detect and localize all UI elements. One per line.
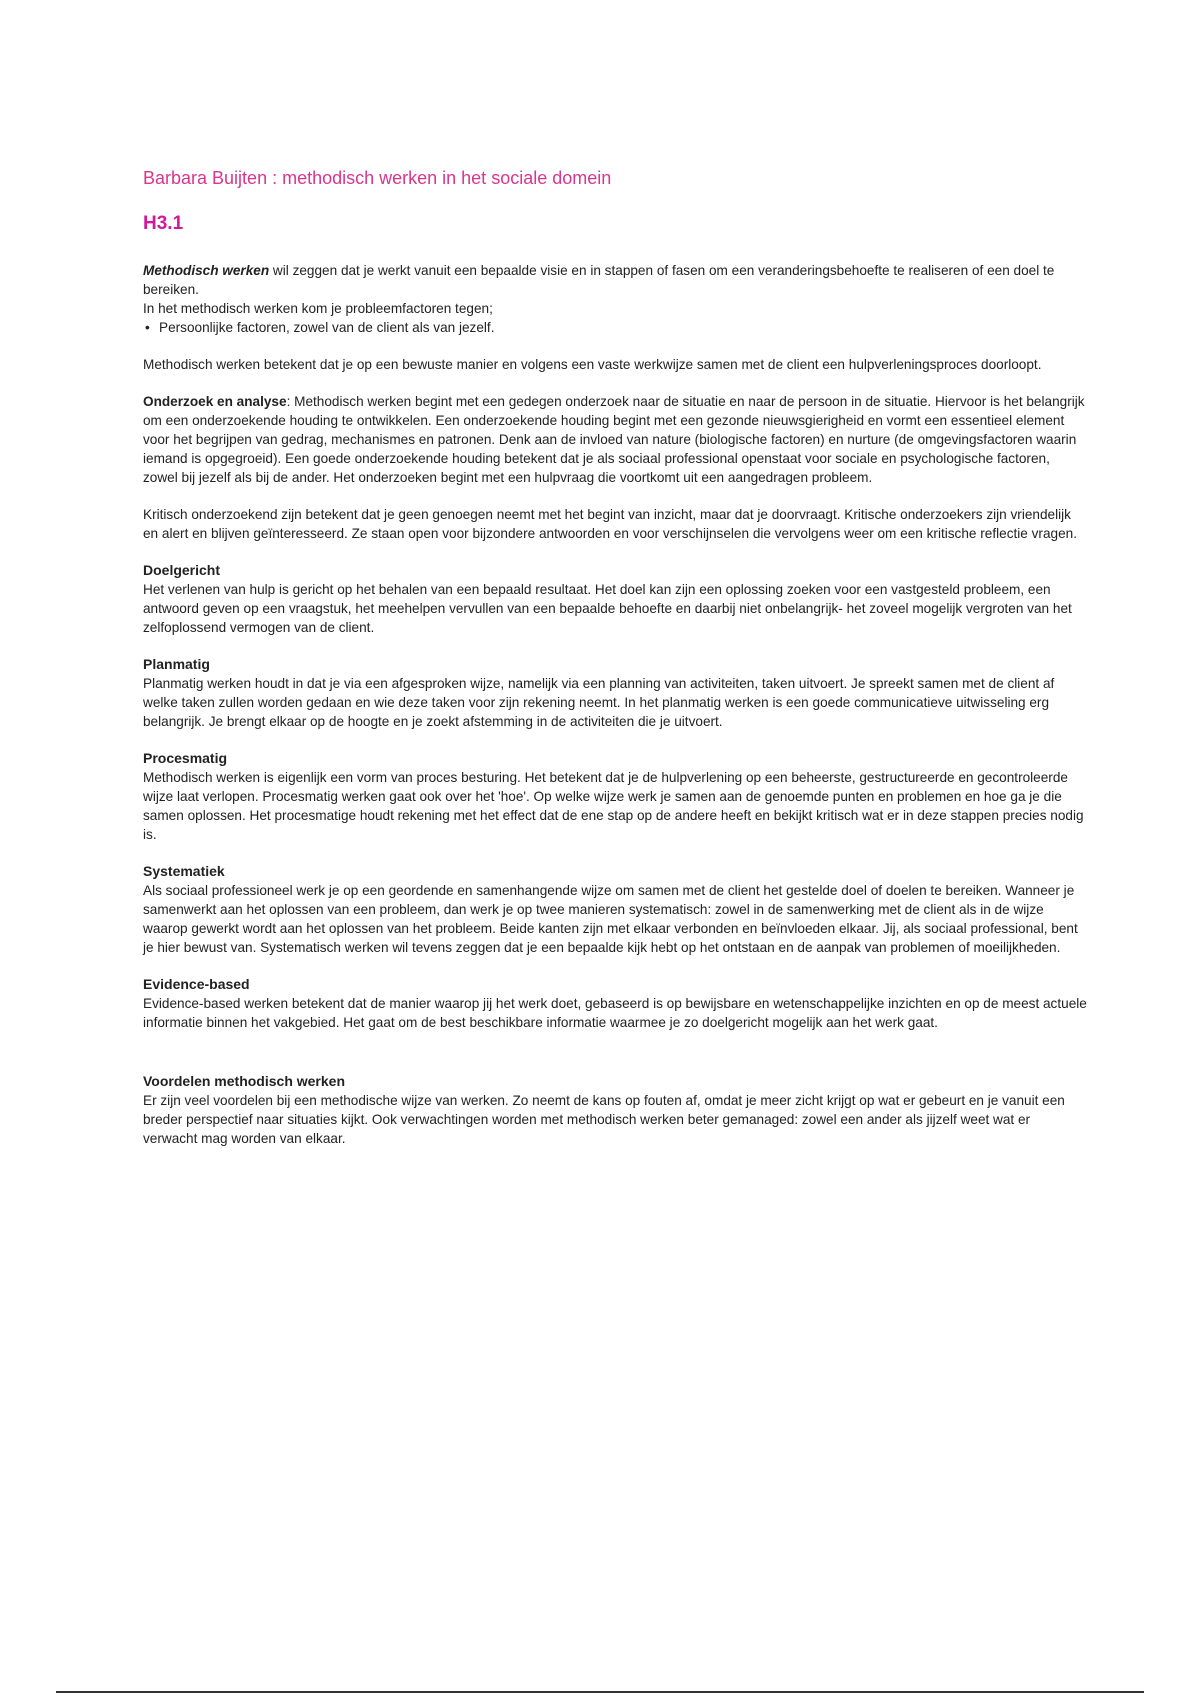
section-heading: Procesmatig [143,750,228,766]
bullet-item [143,318,1088,337]
paragraph-kritisch: Kritisch onderzoekend zijn betekent dat je geen genoegen neemt met het begint van inzicht, maar dat je doorvraagt. Kritische onderzoekers zijn vriendelijk en alert en blijven geïnteresseerd. Ze staan open voor bijzondere antwoorden en voor verschijnselen die vervolgens weer om een kritische reflectie vragen. [143,507,1077,541]
section-text: Methodisch werken is eigenlijk een vorm van proces besturing. Het betekent dat je de hulpverlening op een beheerste, gestructureerde en gecontroleerde wijze laat verlopen. Procesmatig werken gaat ook over het 'hoe'. Op welke wijze werk je samen aan de genoemde punten en problemen en hoe ga je die samen oplossen. Het procesmatige houdt rekening met het effect dat de ene stap op de andere heeft en bekijkt kritisch wat er in deze stappen precies nodig is. [143,770,1084,842]
chapter-heading: H3.1 [143,213,184,234]
document-page [143,168,1088,1166]
section-text: Planmatig werken houdt in dat je via een afgesproken wijze, namelijk via een planning van activiteiten, taken uitvoert. Je spreekt samen met de client af welke taken zullen worden gedaan en wie deze taken voor zijn rekening neemt. In het planmatig werken is een goede communicatieve uitwisseling erg belangrijk. Je brengt elkaar op de hoogte en je zoekt afstemming in de activiteiten die je uitvoert. [143,676,1055,729]
paragraph-methodisch: Methodisch werken betekent dat je op een bewuste manier en volgens een vaste werkwijze samen met de client een hulpverleningsproces doorloopt. [143,357,1042,372]
intro-line2: In het methodisch werken kom je probleemfactoren tegen; [143,301,493,316]
intro-paragraph [143,261,1088,337]
paragraph-onderzoek [143,392,1088,487]
onderzoek-heading: Onderzoek en analyse [143,394,287,409]
section-heading: Planmatig [143,656,210,672]
document-title: Barbara Buijten : methodisch werken in het sociale domein [143,168,612,188]
section-heading: Voordelen methodisch werken [143,1073,346,1089]
intro-definition: wil zeggen dat je werkt vanuit een bepaalde visie en in stappen of fasen om een veranderingsbehoefte te realiseren of een doel te bereiken. [143,263,1055,297]
section-voordelen [143,1072,1088,1148]
section-text: Er zijn veel voordelen bij een methodische wijze van werken. Zo neemt de kans op fouten af, omdat je meer zicht krijgt op wat er gebeurt en je vanuit een breder perspectief naar situaties kijkt. Ook verwachtingen worden met methodisch werken beter gemanaged: zowel een ander als jijzelf weet wat er verwacht mag worden van elkaar. [143,1093,1065,1146]
section-text: Als sociaal professioneel werk je op een geordende en samenhangende wijze om samen met de client het gestelde doel of doelen te bereiken. Wanneer je samenwerkt aan het oplossen van een probleem, dan werk je op twee manieren systematisch: zowel in de samenwerking met de client als in de wijze waarop gewerkt wordt aan het oplossen van het probleem. Beide kanten zijn met elkaar verbonden en beïnvloeden elkaar. Jij, als sociaal professional, bent je hier bewust van. Systematisch werken wil tevens zeggen dat je een bepaalde kijk hebt op het ontstaan en de aanpak van problemen of moeilijkheden. [143,883,1078,955]
intro-term: Methodisch werken [143,263,270,278]
onderzoek-text: : Methodisch werken begint met een gedegen onderzoek naar de situatie en naar de persoon in de situatie. Hiervoor is het belangrijk om een onderzoekende houding te ontwikkelen. Een onderzoekende houding begint met een gezonde nieuwsgierigheid en vormt een essentieel element voor het begrijpen van gedrag, mechanismes en patronen. Denk aan de invloed van nature (biologische factoren) en nurture (de omgevingsfactoren waarin iemand is opgegroeid). Een goede onderzoekende houding betekent dat je als sociaal professional openstaat voor sociale en psychologische factoren, zowel bij jezelf als bij de ander. Het onderzoeken begint met een hulpvraag die voortkomt uit een aangedragen probleem. [143,394,1085,485]
section-heading: Evidence-based [143,976,250,992]
section-heading: Systematiek [143,863,225,879]
section-systematiek [143,862,1088,957]
section-planmatig [143,655,1088,731]
section-text: Evidence-based werken betekent dat de manier waarop jij het werk doet, gebaseerd is op bewijsbare en wetenschappelijke inzichten en op de meest actuele informatie binnen het vakgebied. Het gaat om de best beschikbare informatie waarmee je zo doelgericht mogelijk aan het werk gaat. [143,996,1087,1030]
bullet-text: Persoonlijke factoren, zowel van de client als van jezelf. [159,320,495,335]
footer-divider [56,1691,1144,1693]
section-doelgericht [143,561,1088,637]
section-heading: Doelgericht [143,562,221,578]
section-evidence-based [143,975,1088,1032]
section-procesmatig [143,749,1088,844]
section-text: Het verlenen van hulp is gericht op het behalen van een bepaald resultaat. Het doel kan zijn een oplossing zoeken voor een vastgesteld probleem, een antwoord geven op een vraagstuk, het meehelpen vervullen van een bepaalde behoefte en daarbij niet onbelangrijk- het zoveel mogelijk vergroten van het zelfoplossend vermogen van de client. [143,582,1072,635]
bullet-marker: • [145,320,150,335]
